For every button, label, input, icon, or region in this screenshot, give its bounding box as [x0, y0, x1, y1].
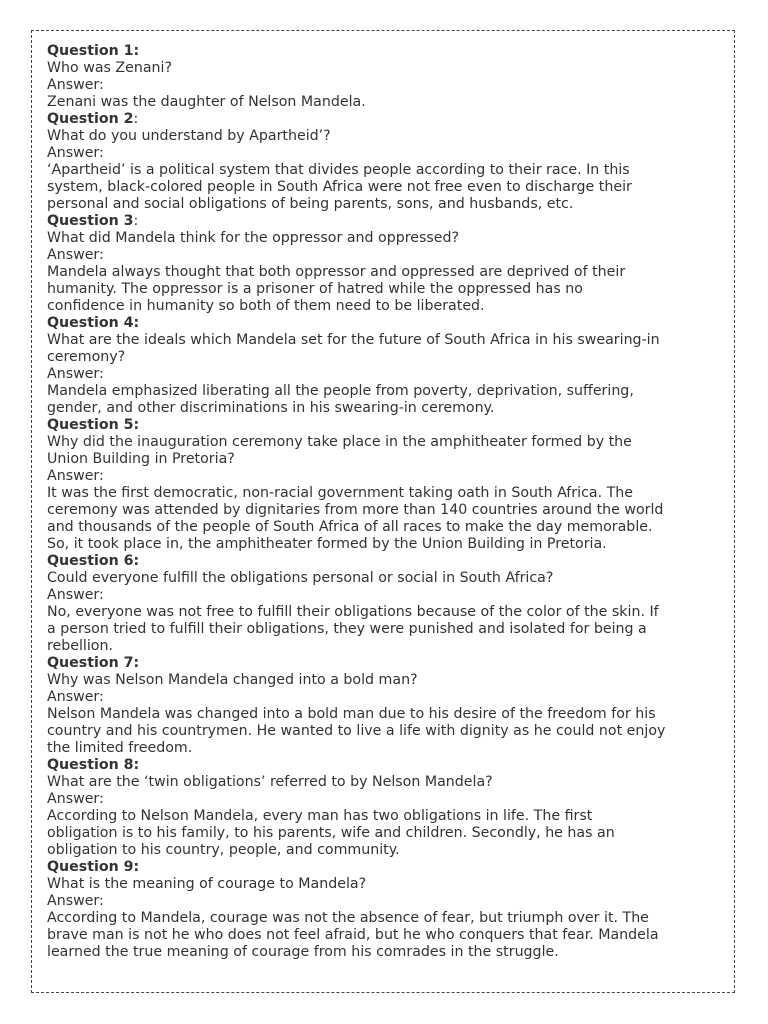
- answer-text: According to Mandela, courage was not the absence of fear, but triumph over it. The: [47, 910, 649, 926]
- answer-label: Answer:: [47, 587, 104, 603]
- question-label: Question 3: [47, 213, 134, 229]
- answer-text: obligation to his country, people, and community.: [47, 842, 400, 858]
- question-text: What did Mandela think for the oppressor and oppressed?: [47, 230, 460, 246]
- answer-text: system, black-colored people in South Africa were not free even to discharge their: [47, 179, 632, 195]
- answer-text: humanity. The oppressor is a prisoner of hatred while the oppressed has no: [47, 281, 583, 297]
- question-label-colon: :: [133, 213, 139, 229]
- answer-text: ceremony was attended by dignitaries from more than 140 countries around the world: [47, 502, 664, 518]
- question-heading: [47, 655, 727, 672]
- answer-label: Answer:: [47, 689, 104, 705]
- question-heading: [47, 315, 727, 332]
- question-text: What are the ‘twin obligations’ referred to by Nelson Mandela?: [47, 774, 493, 790]
- question-text: Who was Zenani?: [47, 60, 173, 76]
- answer-text: Zenani was the daughter of Nelson Mandela.: [47, 94, 366, 110]
- question-heading: [47, 757, 727, 774]
- question-text: Why did the inauguration ceremony take place in the amphitheater formed by the: [47, 434, 632, 450]
- question-label-colon: :: [133, 111, 139, 127]
- answer-text: brave man is not he who does not feel afraid, but he who conquers that fear. Mandela: [47, 927, 659, 943]
- qa-block: [47, 757, 727, 859]
- answer-text: It was the first democratic, non-racial government taking oath in South Africa. The: [47, 485, 633, 501]
- qa-block: [47, 213, 727, 315]
- question-label: Question 1:: [47, 43, 140, 59]
- answer-label: Answer:: [47, 893, 104, 909]
- answer-text: obligation is to his family, to his parents, wife and children. Secondly, he has an: [47, 825, 615, 841]
- answer-text: personal and social obligations of being parents, sons, and husbands, etc.: [47, 196, 574, 212]
- qa-block: [47, 859, 727, 961]
- question-label: Question 7:: [47, 655, 140, 671]
- answer-text: According to Nelson Mandela, every man has two obligations in life. The first: [47, 808, 593, 824]
- qa-block: [47, 111, 727, 213]
- answer-label: Answer:: [47, 468, 104, 484]
- question-text: Why was Nelson Mandela changed into a bold man?: [47, 672, 418, 688]
- answer-text: and thousands of the people of South Africa of all races to make the day memorable.: [47, 519, 653, 535]
- question-heading: [47, 43, 727, 60]
- answer-label: Answer:: [47, 145, 104, 161]
- qa-block: [47, 43, 727, 111]
- qa-block: [47, 417, 727, 553]
- question-text: What are the ideals which Mandela set for the future of South Africa in his swearing-in: [47, 332, 660, 348]
- question-label: Question 5:: [47, 417, 140, 433]
- answer-text: country and his countrymen. He wanted to live a life with dignity as he could not enjoy: [47, 723, 666, 739]
- question-label: Question 8:: [47, 757, 140, 773]
- question-text: What do you understand by Apartheid’?: [47, 128, 331, 144]
- question-heading: [47, 553, 727, 570]
- answer-text: No, everyone was not free to fulfill their obligations because of the color of the skin. If: [47, 604, 659, 620]
- answer-text: learned the true meaning of courage from his comrades in the struggle.: [47, 944, 559, 960]
- question-heading: [47, 417, 727, 434]
- answer-label: Answer:: [47, 77, 104, 93]
- answer-text: So, it took place in, the amphitheater formed by the Union Building in Pretoria.: [47, 536, 607, 552]
- question-label: Question 2: [47, 111, 134, 127]
- answer-text: gender, and other discriminations in his swearing-in ceremony.: [47, 400, 495, 416]
- qa-content: [47, 43, 727, 961]
- qa-block: [47, 315, 727, 417]
- answer-text: Mandela emphasized liberating all the people from poverty, deprivation, suffering,: [47, 383, 634, 399]
- answer-label: Answer:: [47, 366, 104, 382]
- answer-text: rebellion.: [47, 638, 113, 654]
- answer-label: Answer:: [47, 791, 104, 807]
- answer-text: ‘Apartheid’ is a political system that divides people according to their race. In this: [47, 162, 630, 178]
- question-heading: [47, 213, 727, 230]
- qa-block: [47, 553, 727, 655]
- answer-text: the limited freedom.: [47, 740, 193, 756]
- question-text: Union Building in Pretoria?: [47, 451, 235, 467]
- answer-text: Nelson Mandela was changed into a bold man due to his desire of the freedom for his: [47, 706, 656, 722]
- answer-text: confidence in humanity so both of them need to be liberated.: [47, 298, 485, 314]
- question-text: ceremony?: [47, 349, 126, 365]
- question-label: Question 9:: [47, 859, 140, 875]
- answer-text: a person tried to fulfill their obligations, they were punished and isolated for being a: [47, 621, 647, 637]
- question-heading: [47, 111, 727, 128]
- question-text: Could everyone fulfill the obligations personal or social in South Africa?: [47, 570, 554, 586]
- question-label: Question 4:: [47, 315, 140, 331]
- answer-label: Answer:: [47, 247, 104, 263]
- question-heading: [47, 859, 727, 876]
- question-label: Question 6:: [47, 553, 140, 569]
- question-text: What is the meaning of courage to Mandela?: [47, 876, 367, 892]
- qa-block: [47, 655, 727, 757]
- answer-text: Mandela always thought that both oppressor and oppressed are deprived of their: [47, 264, 626, 280]
